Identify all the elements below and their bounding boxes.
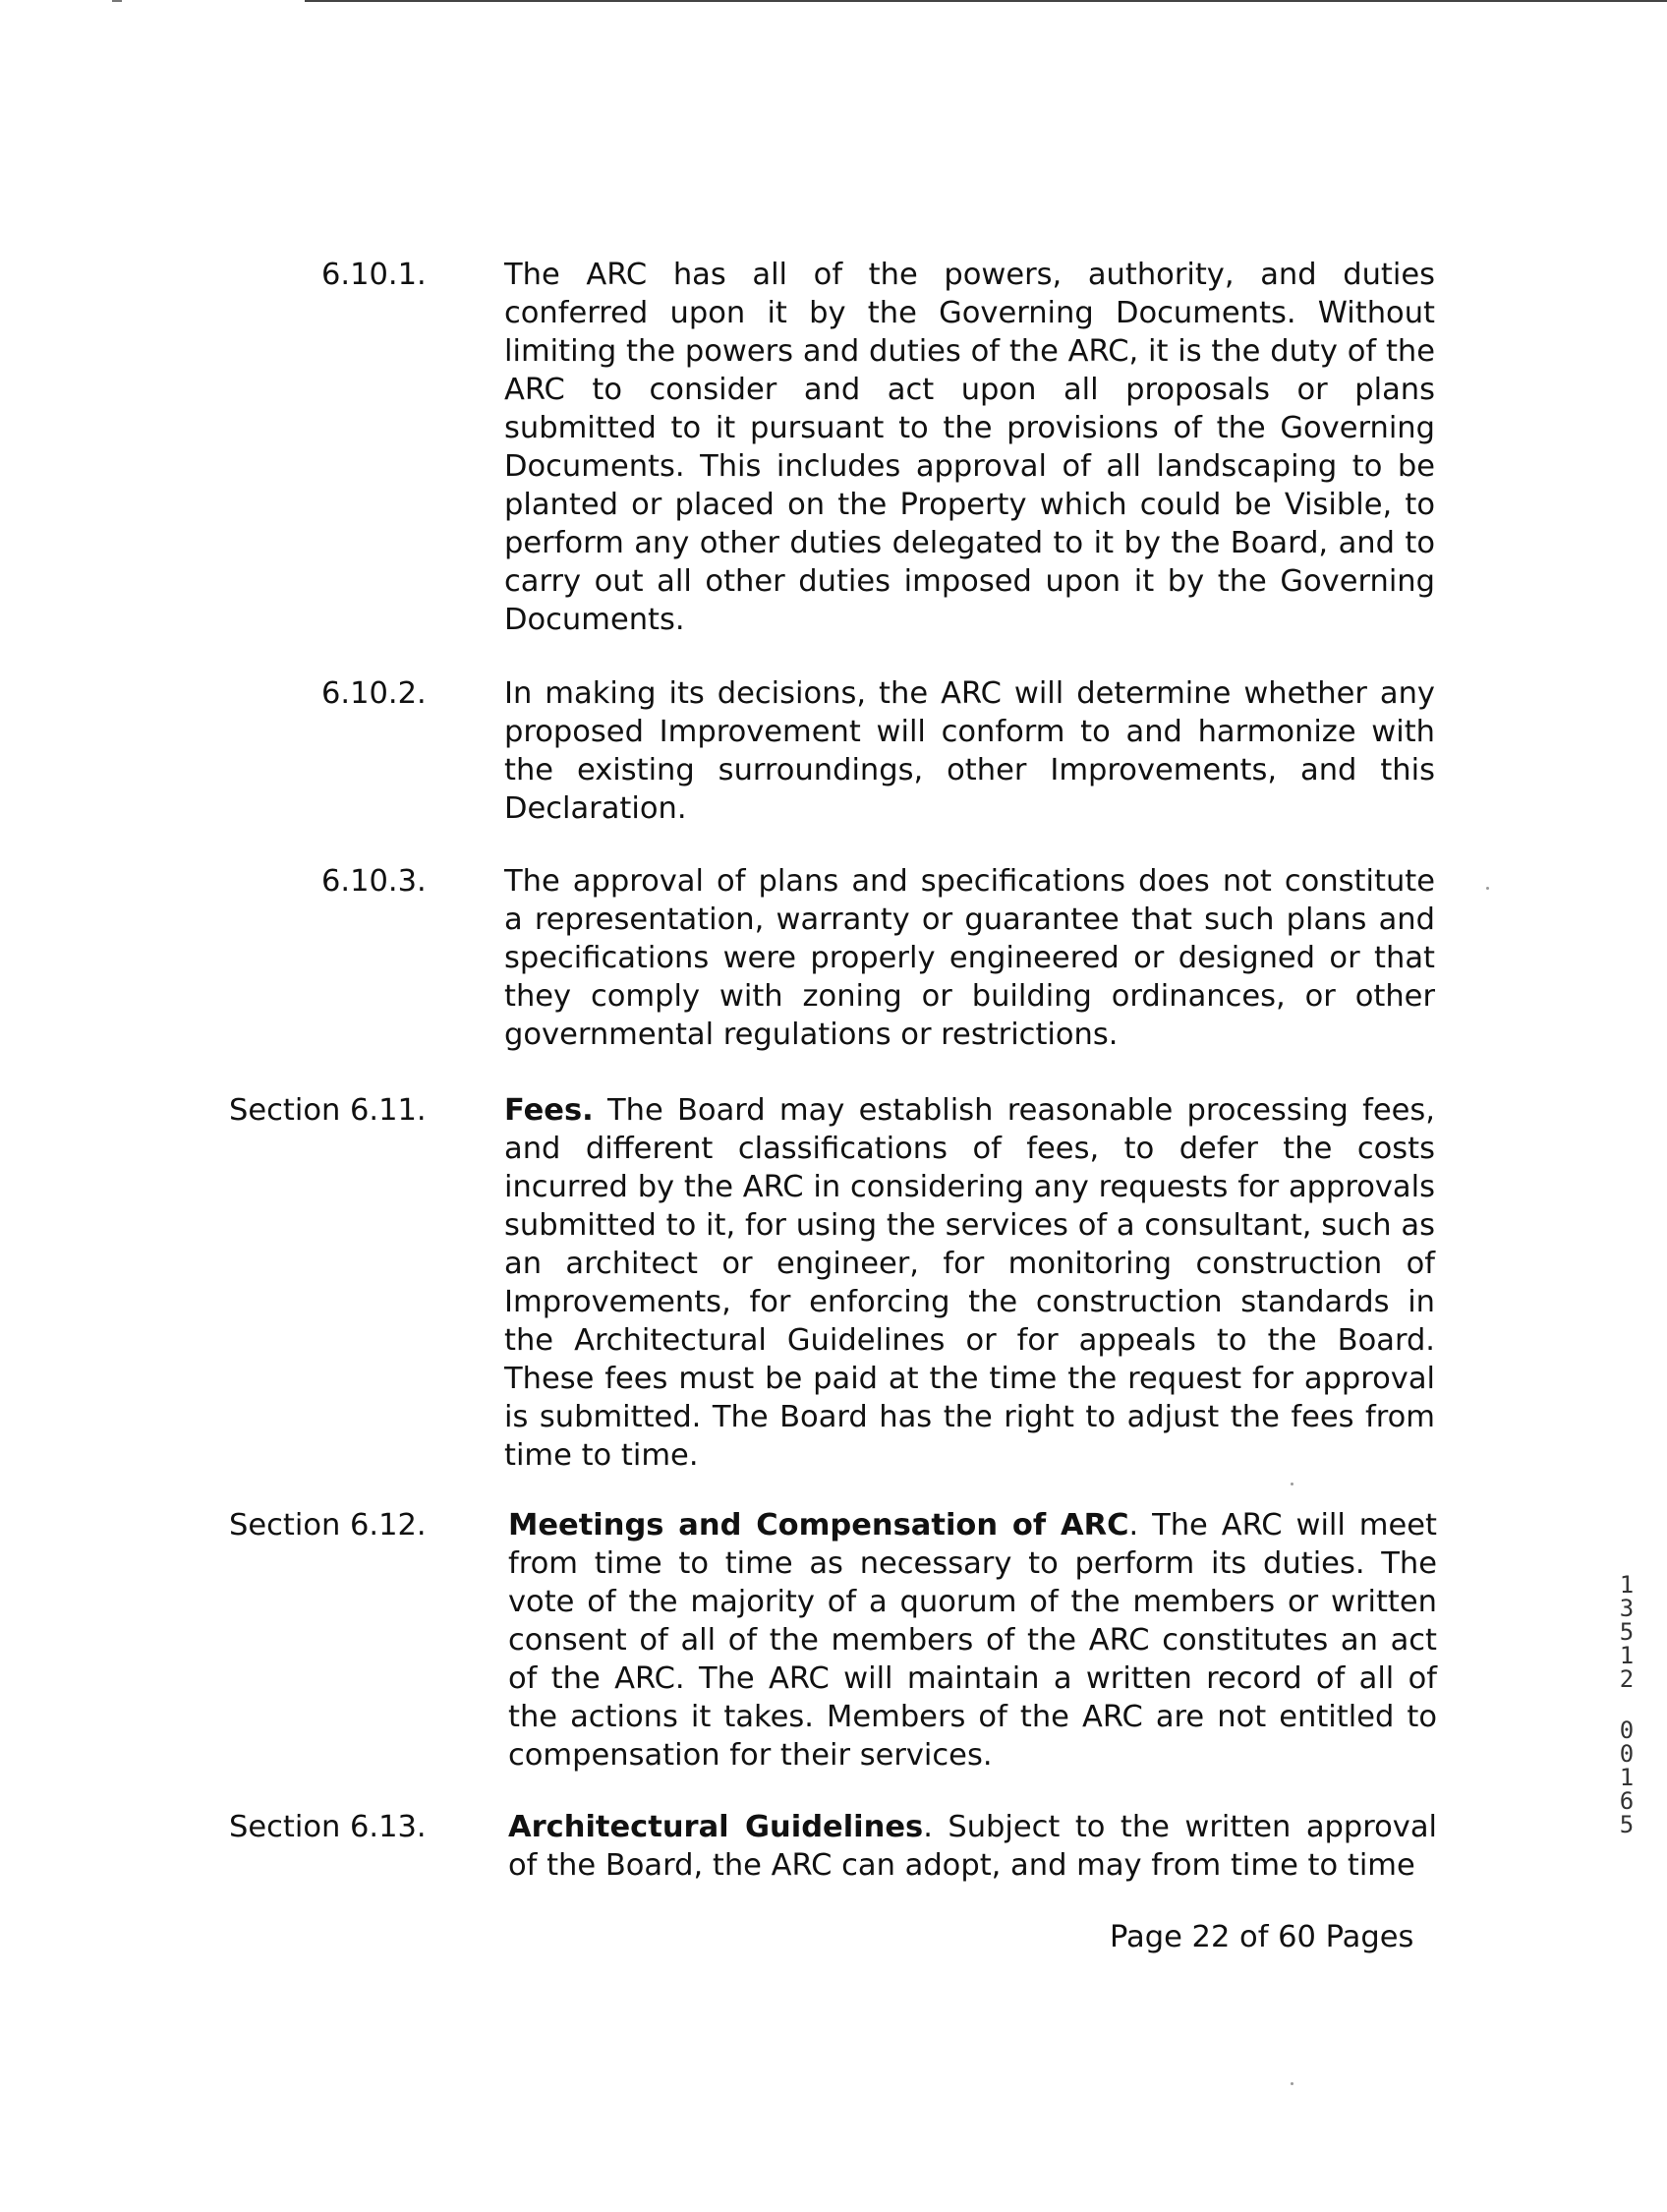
- section-number: Section 6.13.: [229, 1810, 427, 1844]
- section-heading: Architectural Guidelines: [508, 1810, 924, 1844]
- scan-speck: [1291, 1483, 1293, 1485]
- stamp-digit: 1: [1619, 1571, 1635, 1599]
- stamp-digit: 0: [1619, 1740, 1635, 1768]
- stamp-digit: 6: [1619, 1787, 1635, 1815]
- subsection-number: 6.10.2.: [321, 676, 427, 711]
- stamp-digit: 3: [1619, 1595, 1635, 1622]
- section-text: [508, 1808, 1437, 1885]
- section-body: . Subject to the written approval of the Board, the ARC can adopt, and may from time to time: [508, 1810, 1437, 1883]
- stamp-digit: 1: [1619, 1642, 1635, 1669]
- stamp-gap: [1612, 1691, 1641, 1718]
- subsection-number: 6.10.1.: [321, 258, 427, 292]
- subsection-text: In making its decisions, the ARC will determine whether any proposed Improvement will conform to and harmonize with the existing surroundings, other Improvements, and this Declaration.: [504, 676, 1435, 826]
- subsection-number: 6.10.3.: [321, 864, 427, 899]
- subsection-text: The ARC has all of the powers, authority, and duties conferred upon it by the Governing Documents. Without limiting the powers and duties of the ARC, it is the duty of the ARC to consider and act upon all proposals or plans submitted to it pursuant to the provisions of the Governing Documents. This includes approval of all landscaping to be planted or placed on the Property which could be Visible, to perform any other duties delegated to it by the Board, and to carry out all other duties imposed upon it by the Governing Documents.: [504, 258, 1435, 637]
- section-text: [508, 1506, 1437, 1775]
- scan-top-rule: [305, 0, 1667, 2]
- section-heading: Meetings and Compensation of ARC: [508, 1508, 1129, 1543]
- stamp-digit: 1: [1619, 1764, 1635, 1791]
- subsection-text: The approval of plans and specifications does not constitute a representation, warranty or guarantee that such plans and specifications were properly engineered or designed or that they comply with zoning or building ordinances, or other governmental regulations or restrictions.: [504, 864, 1435, 1052]
- section-text: [504, 1091, 1435, 1475]
- scan-speck: [1291, 2082, 1293, 2085]
- section-heading: Fees.: [504, 1093, 594, 1128]
- stamp-digit: 2: [1619, 1665, 1635, 1693]
- stamp-digit: 0: [1619, 1717, 1635, 1744]
- page-number-footer: Page 22 of 60 Pages: [1110, 1920, 1414, 1954]
- section-body: . The ARC will meet from time to time as necessary to perform its duties. The vote of the majority of a quorum of the members or written consent of all of the members of the ARC constitutes an act of the ARC. The ARC will maintain a written record of all of the actions it takes. Members of the ARC are not entitled to compensation for their services.: [508, 1508, 1437, 1773]
- section-number: Section 6.11.: [229, 1093, 427, 1128]
- scan-speck: [1486, 887, 1489, 890]
- section-body: The Board may establish reasonable processing fees, and different classifications of fees, to defer the costs incurred by the ARC in considering any requests for approvals submitted to it, for using the services of a consultant, such as an architect or engineer, for monitoring construction of Improvements, for enforcing the construction standards in the Architectural Guidelines or for appeals to the Board. These fees must be paid at the time the request for approval is submitted. The Board has the right to adjust the fees from time to time.: [504, 1093, 1435, 1473]
- section-number: Section 6.12.: [229, 1508, 427, 1543]
- stamp-digit: 5: [1619, 1811, 1635, 1838]
- stamp-digit: 5: [1619, 1618, 1635, 1646]
- document-number-stamp: [1612, 1573, 1641, 1836]
- scan-edge-mark: [112, 0, 122, 2]
